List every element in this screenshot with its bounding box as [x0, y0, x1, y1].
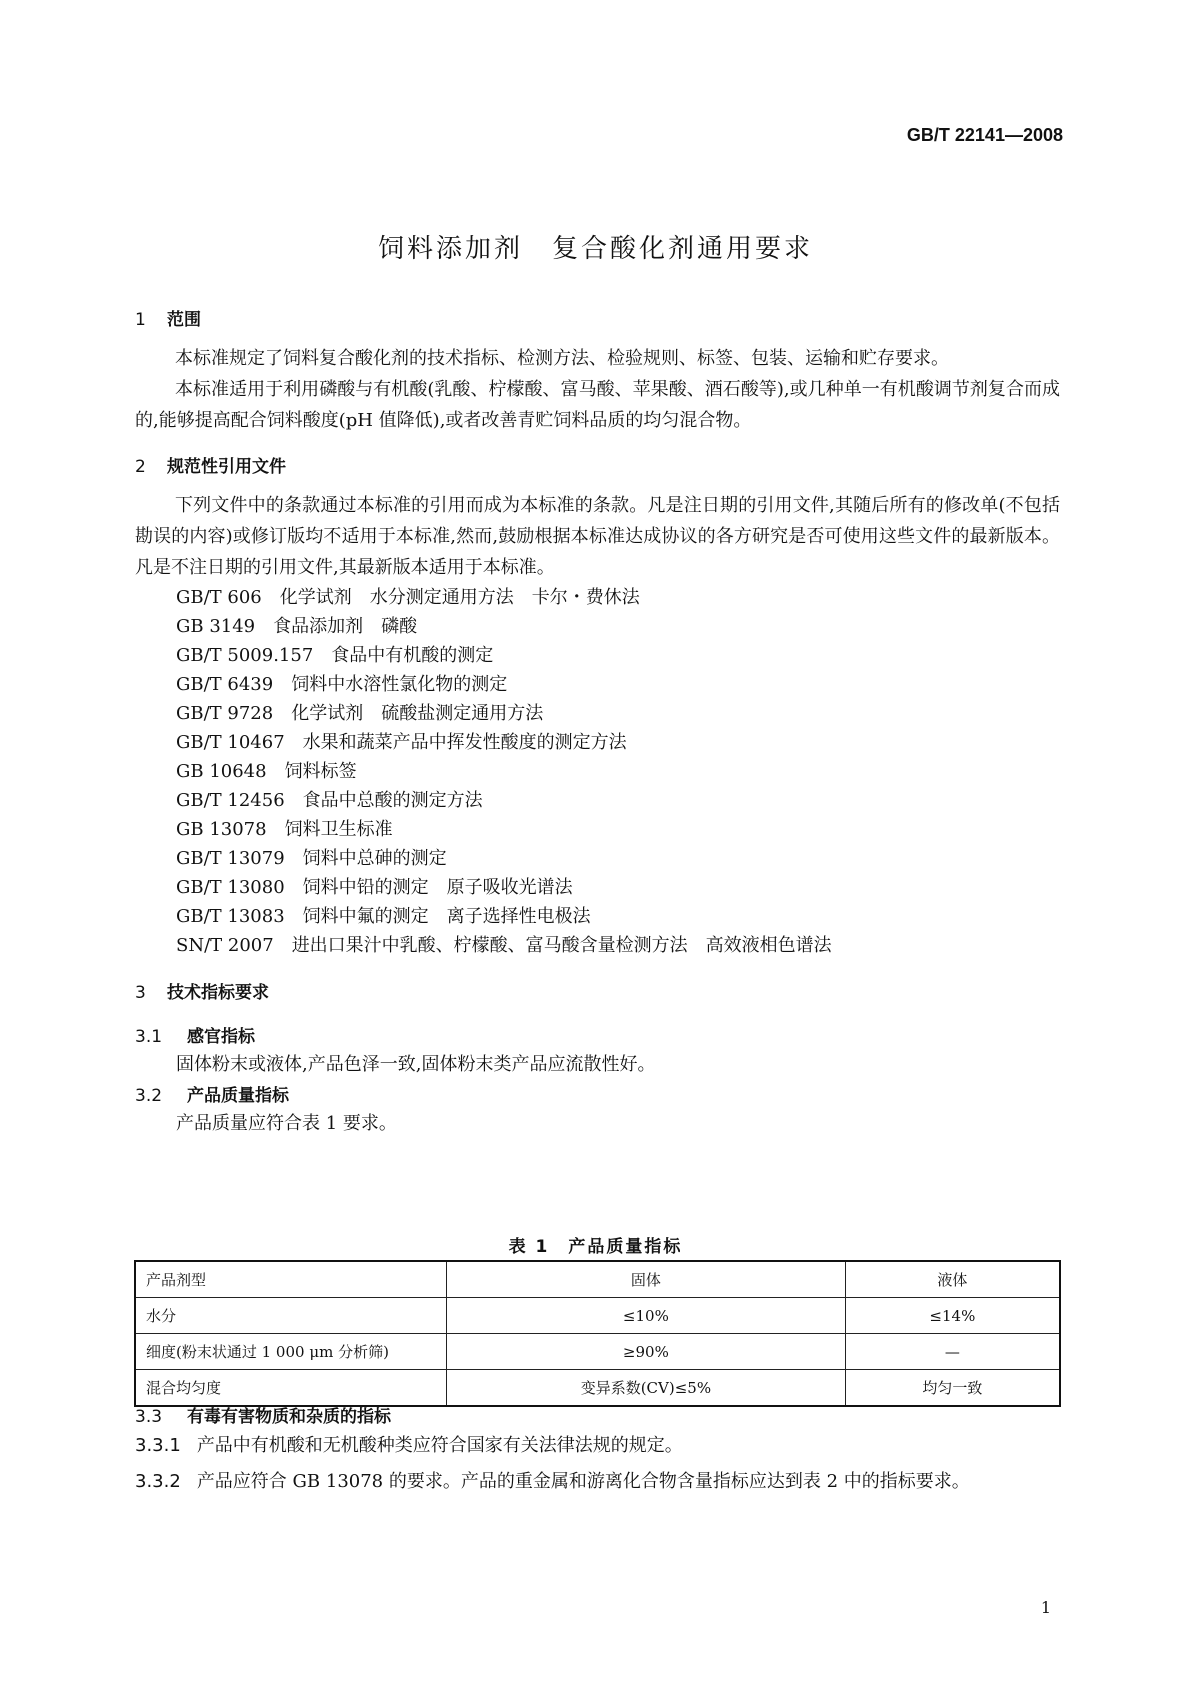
- clause-3-3-1: [135, 1430, 1060, 1461]
- table-row: [135, 1298, 1060, 1334]
- clause-number: 3.3.2: [135, 1471, 181, 1492]
- section-number: 2: [135, 457, 146, 477]
- reference-item: [176, 902, 591, 928]
- reference-item: [176, 844, 447, 870]
- subsection-3-3-heading: [135, 1402, 391, 1427]
- clause-number: 3.3.1: [135, 1435, 181, 1456]
- reference-item: [176, 815, 393, 841]
- subsection-3-1-heading: [135, 1022, 255, 1047]
- reference-item: [176, 728, 627, 754]
- reference-title: 食品添加剂 磷酸: [273, 616, 418, 637]
- reference-item: [176, 583, 640, 609]
- sensory-text: 固体粉末或液体,产品色泽一致,固体粉末类产品应流散性好。: [176, 1054, 656, 1075]
- reference-title: 饲料卫生标准: [284, 819, 393, 840]
- quality-text: 产品质量应符合表 1 要求。: [176, 1113, 397, 1134]
- reference-code: GB/T 9728: [176, 703, 274, 724]
- reference-title: 饲料中水溶性氯化物的测定: [291, 674, 508, 695]
- reference-title: 食品中有机酸的测定: [331, 645, 494, 666]
- reference-code: GB/T 6439: [176, 674, 274, 695]
- reference-code: GB/T 12456: [176, 790, 285, 811]
- subsection-number: 3.1: [135, 1027, 163, 1047]
- subsection-title: 产品质量指标: [187, 1086, 289, 1106]
- reference-code: SN/T 2007: [176, 935, 274, 956]
- table-cell: 水分: [135, 1298, 447, 1334]
- reference-item: [176, 757, 357, 783]
- reference-title: 化学试剂 硫酸盐测定通用方法: [291, 703, 544, 724]
- clause-3-3-2: [135, 1466, 1060, 1497]
- standard-code: GB/T 22141—2008: [906, 125, 1063, 145]
- table-1-caption: 表 1 产品质量指标: [508, 1237, 683, 1257]
- reference-title: 食品中总酸的测定方法: [302, 790, 483, 811]
- reference-title: 水果和蔬菜产品中挥发性酸度的测定方法: [302, 732, 627, 753]
- header-cell: 固体: [447, 1261, 846, 1298]
- table-cell: 均匀一致: [845, 1370, 1060, 1407]
- section-title: 技术指标要求: [167, 983, 269, 1003]
- table-cell: ≤10%: [447, 1298, 846, 1334]
- clause-text: 产品应符合 GB 13078 的要求。产品的重金属和游离化合物含量指标应达到表 2 中的指标要求。: [196, 1471, 970, 1492]
- table-row: [135, 1370, 1060, 1407]
- page-number: 1: [1040, 1598, 1051, 1617]
- subsection-number: 3.2: [135, 1086, 163, 1106]
- reference-title: 进出口果汁中乳酸、柠檬酸、富马酸含量检测方法 高效液相色谱法: [291, 935, 832, 956]
- subsection-title: 有毒有害物质和杂质的指标: [187, 1407, 391, 1427]
- reference-code: GB/T 10467: [176, 732, 285, 753]
- reference-code: GB/T 13080: [176, 877, 285, 898]
- reference-code: GB/T 13079: [176, 848, 285, 869]
- document-title: 饲料添加剂 复合酸化剂通用要求: [377, 234, 813, 264]
- reference-title: 化学试剂 水分测定通用方法 卡尔・费休法: [279, 587, 640, 608]
- section-1-heading: [135, 305, 201, 330]
- section-number: 1: [135, 310, 146, 330]
- reference-title: 饲料中总砷的测定: [302, 848, 447, 869]
- reference-code: GB/T 13083: [176, 906, 285, 927]
- table-cell: 混合均匀度: [135, 1370, 447, 1407]
- section-3-heading: [135, 978, 269, 1003]
- section-title: 范围: [167, 310, 201, 330]
- table-cell: ≤14%: [845, 1298, 1060, 1334]
- table-header-row: [135, 1261, 1060, 1298]
- table-row: [135, 1334, 1060, 1370]
- table-cell: 变异系数(CV)≤5%: [447, 1370, 846, 1407]
- table-cell: 细度(粉末状通过 1 000 μm 分析筛): [135, 1334, 447, 1370]
- subsection-title: 感官指标: [187, 1027, 255, 1047]
- reference-code: GB 13078: [176, 819, 267, 840]
- reference-item: [176, 641, 493, 667]
- header-cell: 液体: [845, 1261, 1060, 1298]
- subsection-number: 3.3: [135, 1407, 163, 1427]
- section-2-heading: [135, 452, 286, 477]
- quality-table: [134, 1260, 1061, 1407]
- references-intro: 下列文件中的条款通过本标准的引用而成为本标准的条款。凡是注日期的引用文件,其随后所有的修改单(不包括勘误的内容)或修订版均不适用于本标准,然而,鼓励根据本标准达成协议的各方研究是否可使用这些文件的最新版本。凡是不注日期的引用文件,其最新版本适用于本标准。: [135, 495, 1060, 578]
- clause-text: 产品中有机酸和无机酸种类应符合国家有关法律法规的规定。: [196, 1435, 683, 1456]
- reference-code: GB 3149: [176, 616, 256, 637]
- reference-item: [176, 699, 543, 725]
- reference-item: [176, 786, 483, 812]
- scope-paragraph-2: 本标准适用于利用磷酸与有机酸(乳酸、柠檬酸、富马酸、苹果酸、酒石酸等),或几种单一有机酸调节剂复合而成的,能够提高配合饲料酸度(pH 值降低),或者改善青贮饲料品质的均匀混合物。: [135, 379, 1060, 431]
- subsection-3-2-heading: [135, 1081, 289, 1106]
- section-number: 3: [135, 983, 146, 1003]
- reference-code: GB/T 606: [176, 587, 262, 608]
- reference-title: 饲料中铅的测定 原子吸收光谱法: [302, 877, 573, 898]
- section-title: 规范性引用文件: [167, 457, 286, 477]
- reference-item: [176, 873, 573, 899]
- scope-paragraph-1: 本标准规定了饲料复合酸化剂的技术指标、检测方法、检验规则、标签、包装、运输和贮存要求。: [175, 348, 949, 369]
- reference-item: [176, 612, 417, 638]
- table-cell: —: [845, 1334, 1060, 1370]
- reference-title: 饲料中氟的测定 离子选择性电极法: [302, 906, 591, 927]
- reference-code: GB/T 5009.157: [176, 645, 314, 666]
- reference-title: 饲料标签: [284, 761, 357, 782]
- reference-item: [176, 931, 832, 957]
- header-cell: 产品剂型: [135, 1261, 447, 1298]
- reference-item: [176, 670, 507, 696]
- table-cell: ≥90%: [447, 1334, 846, 1370]
- reference-code: GB 10648: [176, 761, 267, 782]
